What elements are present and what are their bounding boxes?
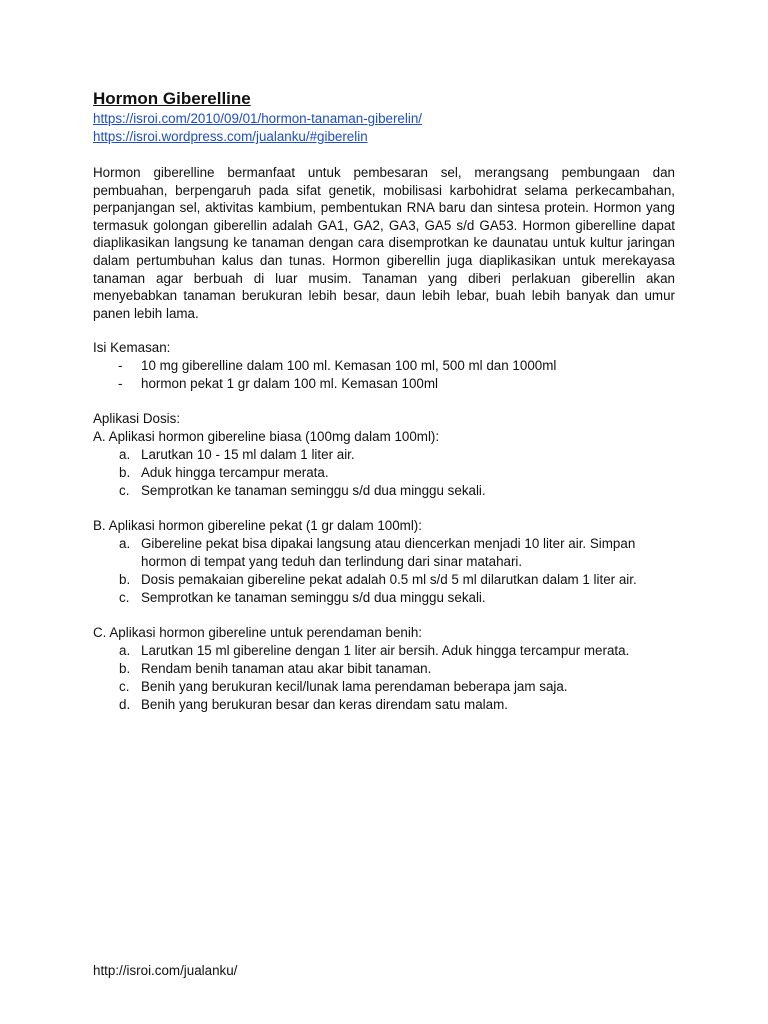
list-marker: c. (119, 590, 130, 606)
footer-url: http://isroi.com/jualanku/ (93, 963, 238, 978)
dosis-c-section (93, 624, 675, 714)
list-item-text: Gibereline pekat bisa dipakai langsung atau diencerkan menjadi 10 liter air. Simpan hormon di tempat yang teduh dan terlindung dari sinar matahari. (141, 536, 636, 570)
list-marker: c. (119, 679, 130, 695)
list-item (119, 535, 675, 571)
list-item-text: Dosis pemakaian gibereline pekat adalah 0.5 ml s/d 5 ml dilarutkan dalam 1 liter air. (141, 572, 637, 588)
list-marker: a. (119, 447, 131, 463)
dosis-c-list (93, 642, 675, 714)
list-item (119, 660, 675, 678)
list-item-text: Larutkan 10 - 15 ml dalam 1 liter air. (141, 447, 355, 463)
dosis-b-section (93, 517, 675, 607)
list-item-text: Benih yang berukuran besar dan keras direndam satu malam. (141, 697, 508, 713)
list-item-text: Semprotkan ke tanaman seminggu s/d dua minggu sekali. (141, 483, 486, 499)
list-item (119, 696, 675, 714)
list-item (119, 446, 675, 464)
intro-paragraph: Hormon giberelline bermanfaat untuk pembesaran sel, merangsang pembungaan dan pembuahan, berpengaruh pada sifat genetik, mobilisasi karbohidrat selama perkecambahan, perpanjangan sel, aktivitas kambium, pembentukan RNA baru dan sintesa protein. Hormon yang termasuk golongan giberellin adalah GA1, GA2, GA3, GA5 s/d GA53. Hormon giberelline dapat diaplikasikan langsung ke tanaman dengan cara disemprotkan ke daunatau untuk kultur jaringan dalam pertumbuhan kalus dan tunas. Hormon giberellin juga diaplikasikan untuk merekayasa tanaman agar berbuah di luar musim. Tanaman yang diberi perlakuan giberellin akan menyebabkan tanaman berukuran lebih besar, daun lebih lebar, buah lebih banyak dan umur panen lebih lama. (93, 165, 675, 321)
dosis-a-list (93, 446, 675, 500)
list-item-text: Rendam benih tanaman atau akar bibit tanaman. (141, 661, 432, 677)
kemasan-section (93, 339, 675, 393)
page-title: Hormon Giberelline (93, 89, 251, 108)
list-item (118, 357, 675, 375)
list-item (119, 589, 675, 607)
list-item-text: hormon pekat 1 gr dalam 100 ml. Kemasan 100ml (141, 376, 438, 392)
list-item-text: Benih yang berukuran kecil/lunak lama perendaman beberapa jam saja. (141, 679, 568, 695)
list-marker: d. (119, 697, 131, 713)
source-link-1[interactable]: https://isroi.com/2010/09/01/hormon-tanaman-giberelin/ (93, 111, 422, 126)
list-item-text: Semprotkan ke tanaman seminggu s/d dua minggu sekali. (141, 590, 486, 606)
list-marker: c. (119, 483, 130, 499)
list-item (119, 642, 675, 660)
dosis-c-heading: C. Aplikasi hormon gibereline untuk perendaman benih: (93, 625, 423, 641)
dosis-section (93, 410, 675, 500)
list-item-text: Larutkan 15 ml gibereline dengan 1 liter air bersih. Aduk hingga tercampur merata. (141, 643, 630, 659)
dosis-b-list (93, 535, 675, 607)
dosis-a-heading: A. Aplikasi hormon gibereline biasa (100mg dalam 100ml): (93, 429, 440, 445)
kemasan-list (93, 357, 675, 393)
dash-marker: - (118, 358, 123, 374)
list-item (118, 375, 675, 393)
list-marker: b. (119, 572, 131, 588)
list-item (119, 482, 675, 500)
dosis-heading: Aplikasi Dosis: (93, 411, 181, 427)
list-item (119, 678, 675, 696)
source-link-2[interactable]: https://isroi.wordpress.com/jualanku/#giberelin (93, 129, 368, 144)
kemasan-heading: Isi Kemasan: (93, 340, 171, 356)
dash-marker: - (118, 376, 123, 392)
list-item (119, 571, 675, 589)
list-marker: b. (119, 661, 131, 677)
list-item-text: 10 mg giberelline dalam 100 ml. Kemasan 100 ml, 500 ml dan 1000ml (141, 358, 557, 374)
list-item (119, 464, 675, 482)
list-marker: a. (119, 536, 131, 552)
dosis-b-heading: B. Aplikasi hormon gibereline pekat (1 gr dalam 100ml): (93, 518, 422, 534)
list-marker: a. (119, 643, 131, 659)
document-body (93, 88, 675, 714)
list-marker: b. (119, 465, 131, 481)
list-item-text: Aduk hingga tercampur merata. (141, 465, 329, 481)
